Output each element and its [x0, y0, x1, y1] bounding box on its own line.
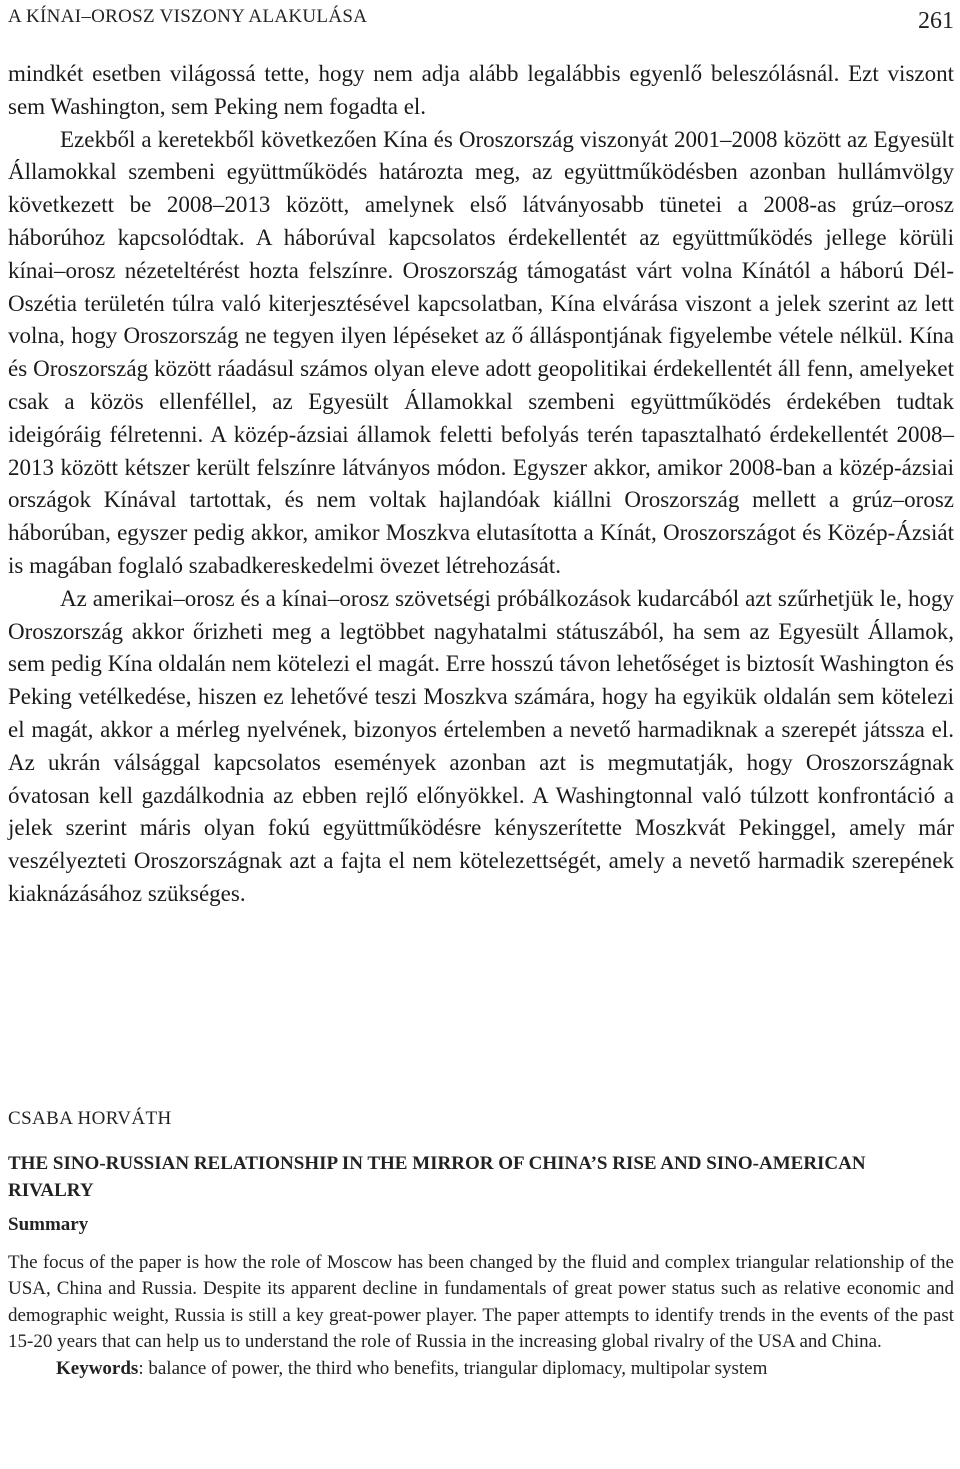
page-number: 261	[918, 8, 954, 34]
keywords-label: Keywords	[56, 1357, 139, 1379]
running-head	[8, 6, 954, 36]
summary-text: The focus of the paper is how the role of Moscow has been changed by the fluid and complex triangular relationship of the USA, China and Russia. Despite its apparent decline in fundamentals of great power status such as relative economic and demographic weight, Russia is still a key great-power player. The paper attempts to identify trends in the events of the past 15-20 years that can help us to understand the role of Russia in the increasing global rivalry of the USA and China.	[8, 1252, 954, 1353]
article-title-english: THE SINO-RUSSIAN RELATIONSHIP IN THE MIRROR OF CHINA’S RISE AND SINO-AMERICAN RIVALRY	[8, 1153, 866, 1201]
paragraph-continuation: mindkét esetben világossá tette, hogy nem adja alább legalábbis egyenlő beleszólásnál. Ezt viszont sem Washington, sem Peking nem fogadta el.	[8, 61, 954, 119]
paragraph-context: Ezekből a keretekből következően Kína és Oroszország viszonyát 2001–2008 között az Egyesült Államokkal szembeni együttműködés határozta meg, az együttműködésben azonban hullámvölgy következett be 2008–2013 között, amelynek első látványosabb tünetei a 2008-as grúz–orosz háborúhoz kapcsolódtak. A háborúval kapcsolatos érdekellentét az együttműködés jellege körüli kínai–orosz nézeteltérést hozta felszínre. Oroszország támogatást várt volna Kínától a háború Dél-Oszétia területén túlra való kiterjesztésével kapcsolatban, Kína elvárása viszont a jelek szerint az lett volna, hogy Oroszország ne tegyen ilyen lépéseket az ő álláspontjának figyelembe vétele nélkül. Kína és Oroszország között ráadásul számos olyan eleve adott geopolitikai érdekellentét áll fenn, amelyeket csak a közös ellenféllel, az Egyesült Államokkal szembeni együttműködés érdekében tudtak ideigóráig félretenni. A közép-ázsiai államok feletti befolyás terén tapasztalható érdekellentét 2008–2013 között kétszer került felszínre látványos módon. Egyszer akkor, amikor 2008-ban a közép-ázsiai országok Kínával tartottak, és nem voltak hajlandóak kiállni Oroszország mellett a grúz–orosz háborúban, egyszer pedig akkor, amikor Moszkva elutasította a Kínát, Oroszországot és Közép-Ázsiát is magában foglaló szabadkereskedelmi övezet létrehozását.	[8, 126, 954, 578]
summary-heading: Summary	[8, 1214, 89, 1235]
english-summary	[8, 1108, 954, 1382]
paragraph-conclusion: Az amerikai–orosz és a kínai–orosz szövetségi próbálkozások kudarcából azt szűrhetjük le, hogy Oroszország akkor őrizheti meg a legtöbbet nagyhatalmi státuszából, ha sem az Egyesült Államok, sem pedig Kína oldalán nem kötelezi el magát. Erre hosszú távon lehetőséget is biztosít Washington és Peking vetélkedése, hiszen ez lehetővé teszi Moszkva számára, hogy ha egyikük oldalán sem kötelezi el magát, akkor a mérleg nyelvének, bizonyos értelemben a nevető harmadiknak a szerepét játssza el. Az ukrán válsággal kapcsolatos események azonban azt is megmutatják, hogy Oroszországnak óvatosan kell gazdálkodnia az ebben rejlő előnyökkel. A Washingtonnal való túlzott konfrontáció a jelek szerint máris olyan fokú együttműködésre kényszerítette Moszkvát Pekinggel, amely már veszélyezteti Oroszországnak azt a fajta el nem kötelezettségét, amely a nevető harmadik szerepének kiaknázásához szükséges.	[8, 585, 954, 906]
author-name: CSABA HORVÁTH	[8, 1108, 172, 1129]
keywords-list: : balance of power, the third who benefits, triangular diplomacy, multipolar system	[138, 1357, 768, 1379]
body-text	[8, 58, 954, 911]
running-title: A KÍNAI–OROSZ VISZONY ALAKULÁSA	[8, 6, 368, 27]
keywords-line	[8, 1356, 954, 1382]
